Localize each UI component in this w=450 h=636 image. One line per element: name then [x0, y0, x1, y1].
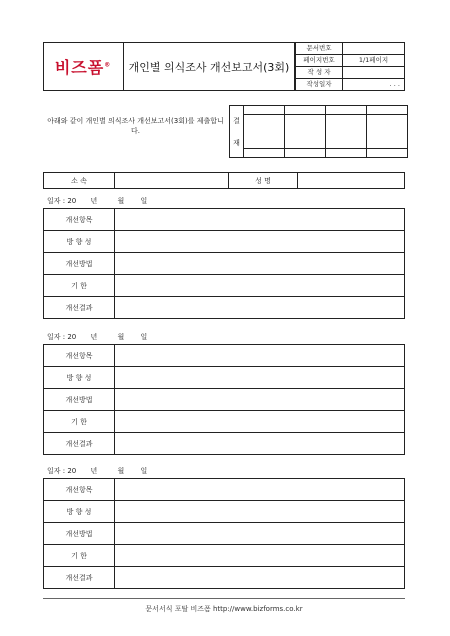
- approval-title-cell[interactable]: [367, 106, 408, 115]
- row-label: 개선항목: [44, 209, 115, 231]
- row-field[interactable]: [115, 501, 405, 523]
- meta-value[interactable]: [343, 67, 405, 79]
- dept-field[interactable]: [115, 173, 229, 189]
- improvement-table: [43, 478, 405, 589]
- document-title: 개인별 의식조사 개선보고서(3회): [124, 42, 295, 91]
- approval-sign-cell[interactable]: [367, 115, 408, 149]
- row-label: 기 한: [44, 411, 115, 433]
- meta-label: 페이지번호: [296, 55, 343, 67]
- row-label: 기 한: [44, 275, 115, 297]
- approval-date-cell[interactable]: [285, 149, 326, 158]
- meta-label: 작 성 자: [296, 67, 343, 79]
- row-field[interactable]: [115, 253, 405, 275]
- meta-label: 작성일자: [296, 79, 343, 91]
- name-field[interactable]: [298, 173, 405, 189]
- approval-title-cell[interactable]: [285, 106, 326, 115]
- row-label: 개선결과: [44, 567, 115, 589]
- document-meta-table: [295, 42, 405, 91]
- intro-text: 아래와 같이 개인별 의식조사 개선보고서(3회)를 제출합니다.: [47, 117, 224, 135]
- row-field[interactable]: [115, 209, 405, 231]
- approval-date-cell[interactable]: [326, 149, 367, 158]
- row-label: 개선방법: [44, 389, 115, 411]
- row-label: 개선결과: [44, 297, 115, 319]
- footer-divider: [43, 598, 405, 599]
- approval-title-cell[interactable]: [244, 106, 285, 115]
- row-field[interactable]: [115, 411, 405, 433]
- affiliation-table: [43, 172, 405, 189]
- row-field[interactable]: [115, 275, 405, 297]
- row-label: 개선항목: [44, 345, 115, 367]
- row-field[interactable]: [115, 231, 405, 253]
- row-field[interactable]: [115, 297, 405, 319]
- approval-sign-cell[interactable]: [326, 115, 367, 149]
- approval-date-cell[interactable]: [367, 149, 408, 158]
- approval-sign-cell[interactable]: [285, 115, 326, 149]
- row-field[interactable]: [115, 545, 405, 567]
- row-field[interactable]: [115, 433, 405, 455]
- improvement-table: [43, 208, 405, 319]
- section-date: 일자 : 20 년 월 일: [47, 197, 148, 205]
- approval-sign-cell[interactable]: [244, 115, 285, 149]
- row-field[interactable]: [115, 523, 405, 545]
- section-date: 일자 : 20 년 월 일: [47, 333, 148, 341]
- bizforms-logo: 비즈폼®: [54, 58, 112, 77]
- row-field[interactable]: [115, 345, 405, 367]
- row-label: 개선방법: [44, 523, 115, 545]
- row-label: 개선결과: [44, 433, 115, 455]
- row-label: 방 향 성: [44, 367, 115, 389]
- row-field[interactable]: [115, 389, 405, 411]
- row-label: 개선방법: [44, 253, 115, 275]
- footer-text: 문서서식 포탈 비즈폼 http://www.bizforms.co.kr: [145, 605, 303, 613]
- approval-title-cell[interactable]: [326, 106, 367, 115]
- meta-label: 문서번호: [296, 43, 343, 55]
- logo-cell: [43, 42, 124, 91]
- dept-label: 소 속: [44, 173, 115, 189]
- row-label: 개선항목: [44, 479, 115, 501]
- meta-value[interactable]: 1/1페이지: [343, 55, 405, 67]
- row-label: 기 한: [44, 545, 115, 567]
- meta-value[interactable]: [343, 43, 405, 55]
- approval-label: 결 재: [230, 106, 244, 158]
- row-label: 방 향 성: [44, 231, 115, 253]
- approval-date-cell[interactable]: [244, 149, 285, 158]
- row-field[interactable]: [115, 479, 405, 501]
- section-date: 일자 : 20 년 월 일: [47, 467, 148, 475]
- row-field[interactable]: [115, 367, 405, 389]
- improvement-table: [43, 344, 405, 455]
- meta-value[interactable]: . . .: [343, 79, 405, 91]
- approval-table: [229, 105, 408, 158]
- row-label: 방 향 성: [44, 501, 115, 523]
- row-field[interactable]: [115, 567, 405, 589]
- name-label: 성 명: [229, 173, 298, 189]
